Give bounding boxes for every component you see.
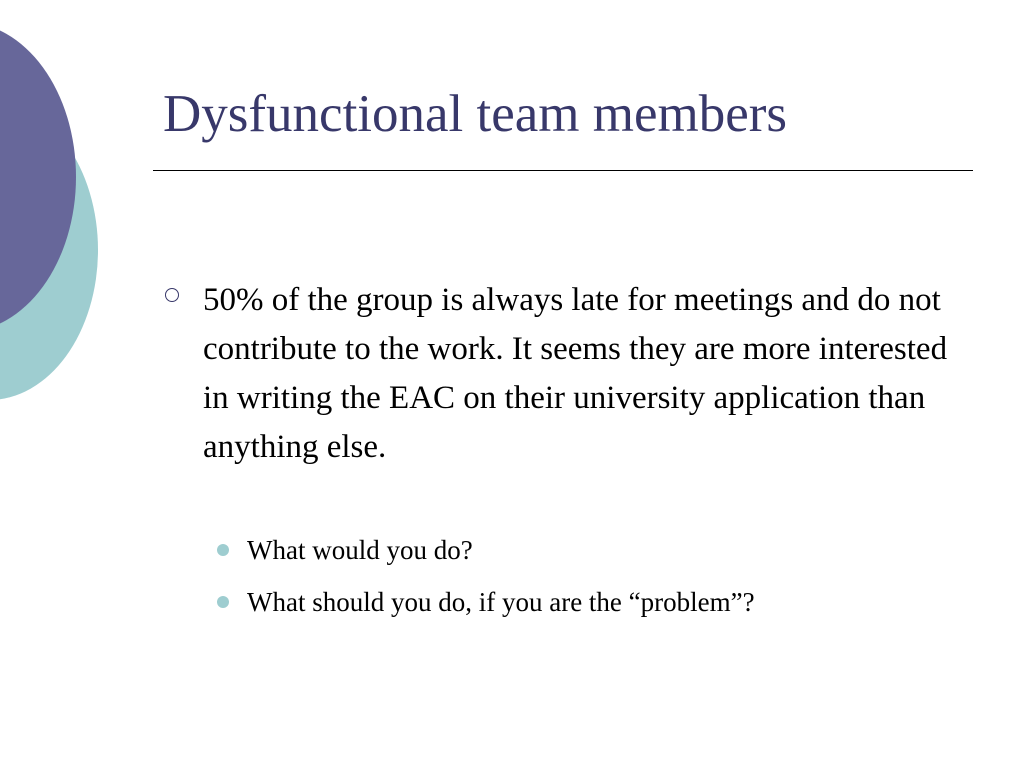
main-bullet <box>165 276 965 472</box>
sub-bullet <box>217 582 977 634</box>
title-divider <box>153 170 973 171</box>
sub-bullet-list <box>217 530 977 634</box>
slide-title: Dysfunctional team members <box>163 85 788 143</box>
filled-circle-icon <box>217 596 229 608</box>
filled-circle-icon <box>217 544 229 556</box>
sub-bullet <box>217 530 977 582</box>
main-bullet-text: 50% of the group is always late for meetings and do not contribute to the work. It seems they are more interested in writing the EAC on their university application than anything else. <box>203 282 948 465</box>
sub-bullet-text: What should you do, if you are the “problem”? <box>247 587 755 617</box>
hollow-circle-icon <box>165 288 179 302</box>
sub-bullet-text: What would you do? <box>247 535 473 565</box>
